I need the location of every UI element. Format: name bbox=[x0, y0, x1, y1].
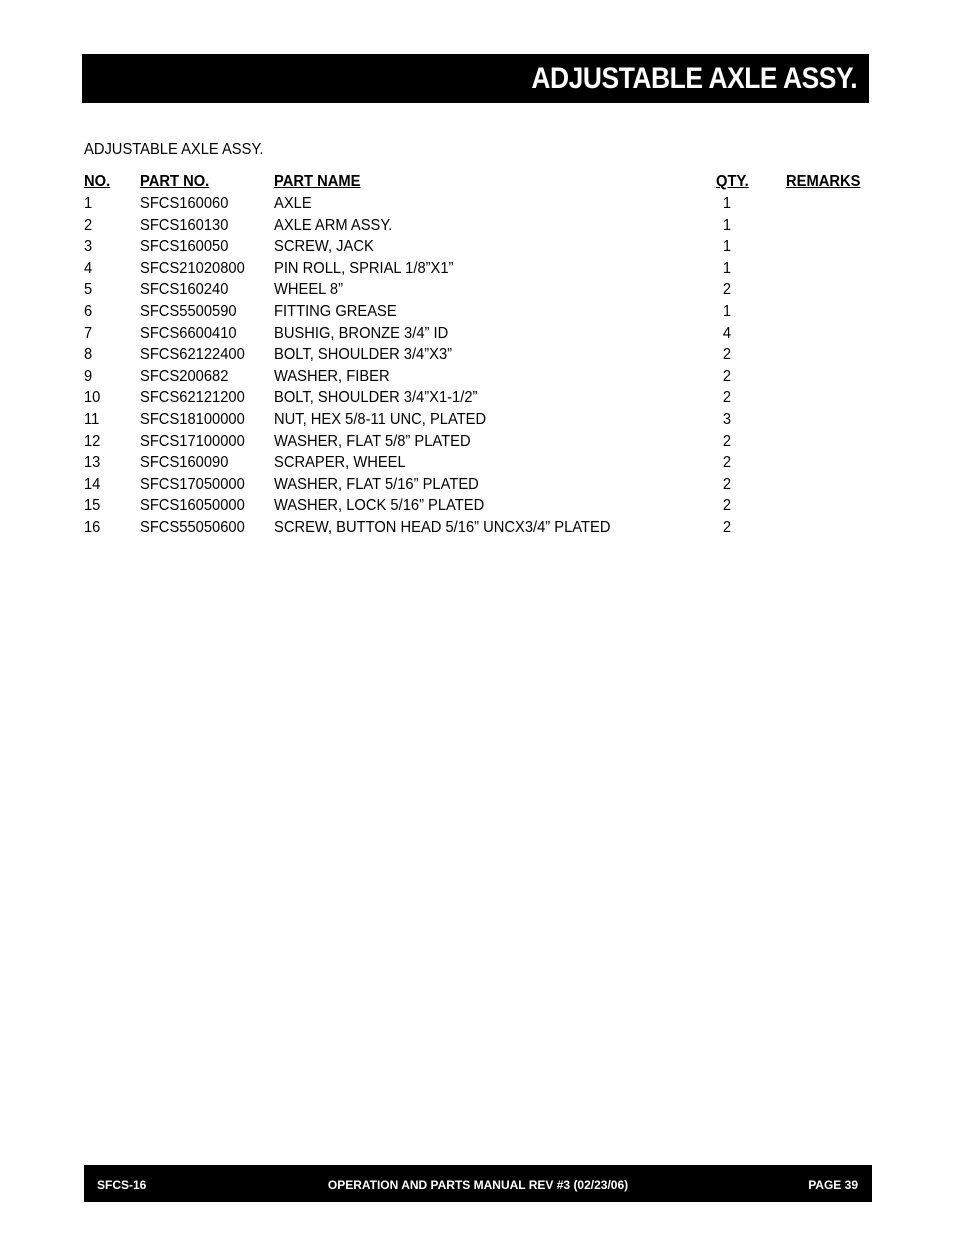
row-number: 13 bbox=[84, 454, 101, 472]
part-number: SFCS160130 bbox=[140, 216, 229, 234]
table-row bbox=[84, 474, 874, 496]
part-number: SFCS160090 bbox=[140, 454, 229, 472]
row-number: 8 bbox=[84, 346, 93, 364]
part-name: PIN ROLL, SPRIAL 1/8”X1” bbox=[274, 259, 454, 277]
part-name: AXLE bbox=[274, 195, 312, 212]
row-number: 16 bbox=[84, 518, 101, 536]
table-row bbox=[84, 236, 874, 258]
table-row bbox=[84, 193, 874, 215]
row-number: 11 bbox=[84, 410, 100, 428]
quantity: 1 bbox=[722, 259, 732, 277]
table-row bbox=[84, 387, 874, 409]
footer-manual-title: OPERATION AND PARTS MANUAL REV #3 (02/23/06) bbox=[327, 1178, 629, 1192]
quantity: 2 bbox=[722, 346, 732, 364]
row-number: 15 bbox=[84, 497, 101, 515]
table-row bbox=[84, 431, 874, 453]
table-row bbox=[84, 215, 874, 237]
part-number: SFCS55050600 bbox=[140, 518, 245, 536]
quantity: 2 bbox=[722, 281, 732, 299]
column-header-part-no: PART NO. bbox=[140, 173, 210, 190]
table-row bbox=[84, 279, 874, 301]
part-name: SCRAPER, WHEEL bbox=[274, 454, 406, 472]
part-name: SCREW, BUTTON HEAD 5/16” UNCX3/4” PLATED bbox=[274, 518, 611, 536]
section-label: ADJUSTABLE AXLE ASSY. bbox=[84, 141, 264, 158]
part-name: AXLE ARM ASSY. bbox=[274, 216, 393, 234]
part-number: SFCS17050000 bbox=[140, 475, 245, 493]
quantity: 2 bbox=[722, 518, 732, 536]
quantity: 3 bbox=[722, 410, 732, 428]
table-header-row bbox=[84, 171, 874, 193]
row-number: 4 bbox=[84, 259, 93, 277]
quantity: 2 bbox=[722, 367, 732, 385]
part-number: SFCS160240 bbox=[140, 281, 229, 299]
quantity: 2 bbox=[722, 497, 732, 515]
column-header-no: NO. bbox=[84, 173, 111, 190]
part-number: SFCS17100000 bbox=[140, 432, 245, 450]
table-row bbox=[84, 323, 874, 345]
quantity: 2 bbox=[722, 454, 732, 472]
part-name: WASHER, FLAT 5/16” PLATED bbox=[274, 475, 479, 493]
part-name: WHEEL 8” bbox=[274, 281, 343, 299]
part-number: SFCS16050000 bbox=[140, 497, 245, 515]
row-number: 6 bbox=[84, 302, 93, 320]
row-number: 7 bbox=[84, 324, 93, 342]
quantity: 1 bbox=[722, 238, 732, 256]
part-number: SFCS21020800 bbox=[140, 259, 245, 277]
table-row bbox=[84, 409, 874, 431]
part-number: SFCS200682 bbox=[140, 367, 229, 385]
row-number: 1 bbox=[84, 195, 93, 212]
footer-model: SFCS-16 bbox=[97, 1178, 147, 1192]
parts-table bbox=[84, 171, 874, 539]
part-name: BUSHIG, BRONZE 3/4” ID bbox=[274, 324, 449, 342]
column-header-remarks: REMARKS bbox=[786, 173, 861, 190]
row-number: 3 bbox=[84, 238, 93, 256]
quantity: 2 bbox=[722, 475, 732, 493]
quantity: 1 bbox=[722, 195, 732, 212]
part-number: SFCS6600410 bbox=[140, 324, 237, 342]
table-row bbox=[84, 495, 874, 517]
table-row bbox=[84, 366, 874, 388]
row-number: 9 bbox=[84, 367, 93, 385]
quantity: 1 bbox=[722, 302, 732, 320]
quantity: 2 bbox=[722, 432, 732, 450]
part-number: SFCS160060 bbox=[140, 195, 229, 212]
part-name: FITTING GREASE bbox=[274, 302, 397, 320]
table-row bbox=[84, 452, 874, 474]
row-number: 14 bbox=[84, 475, 101, 493]
column-header-part-name: PART NAME bbox=[274, 173, 361, 190]
row-number: 12 bbox=[84, 432, 101, 450]
footer-bar bbox=[84, 1165, 872, 1202]
footer-page-number: PAGE 39 bbox=[808, 1178, 858, 1192]
title-bar bbox=[82, 54, 869, 103]
part-number: SFCS62121200 bbox=[140, 389, 245, 407]
quantity: 1 bbox=[722, 216, 732, 234]
part-name: BOLT, SHOULDER 3/4”X3” bbox=[274, 346, 453, 364]
part-name: WASHER, LOCK 5/16” PLATED bbox=[274, 497, 485, 515]
table-body bbox=[84, 193, 874, 539]
table-row bbox=[84, 301, 874, 323]
part-number: SFCS18100000 bbox=[140, 410, 245, 428]
table-row bbox=[84, 258, 874, 280]
part-name: SCREW, JACK bbox=[274, 238, 374, 256]
part-number: SFCS160050 bbox=[140, 238, 229, 256]
part-name: WASHER, FLAT 5/8” PLATED bbox=[274, 432, 471, 450]
row-number: 2 bbox=[84, 216, 93, 234]
quantity: 2 bbox=[722, 389, 732, 407]
row-number: 5 bbox=[84, 281, 93, 299]
part-name: WASHER, FIBER bbox=[274, 367, 390, 385]
part-name: BOLT, SHOULDER 3/4”X1-1/2” bbox=[274, 389, 478, 407]
part-number: SFCS62122400 bbox=[140, 346, 245, 364]
table-row bbox=[84, 344, 874, 366]
column-header-qty: QTY. bbox=[716, 173, 749, 190]
part-number: SFCS5500590 bbox=[140, 302, 237, 320]
row-number: 10 bbox=[84, 389, 101, 407]
part-name: NUT, HEX 5/8-11 UNC, PLATED bbox=[274, 410, 487, 428]
quantity: 4 bbox=[722, 324, 732, 342]
table-row bbox=[84, 517, 874, 539]
page-title: ADJUSTABLE AXLE ASSY. bbox=[531, 61, 857, 95]
